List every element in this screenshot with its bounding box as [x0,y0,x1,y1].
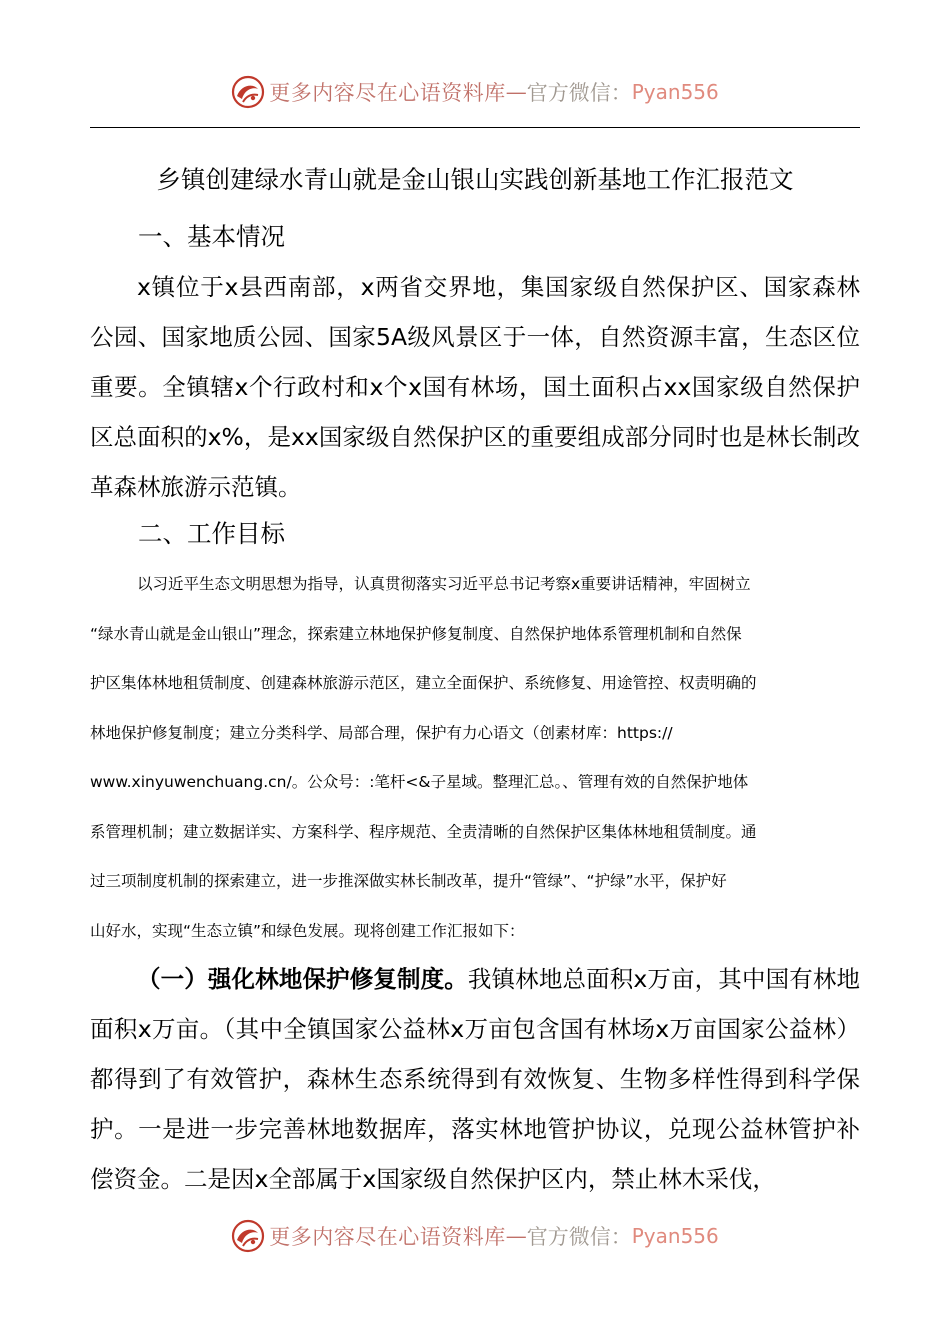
swirl-logo-icon [231,75,265,109]
subsection1-heading: （一）强化林地保护修复制度。 [137,965,468,993]
section2-line: 山好水，实现“生态立镇”和绿色发展。现将创建工作汇报如下： [90,921,525,940]
section1-heading: 一、基本情况 [138,222,285,251]
header-divider [90,127,860,128]
section1-body: x镇位于x县西南部，x两省交界地，集国家级自然保护区、国家森林公园、国家地质公园、国家5A级风景区于一体，自然资源丰富，生态区位重要。全镇辖x个行政村和x个x国有林场，国土面积占xx国家级自然保护区总面积的x%，是xx国家级自然保护区的重要组成部分同时也是林长制改革森林旅游示范镇。 [90,273,860,501]
section2-line: 林地保护修复制度；建立分类科学、局部合理，保护有力心语文（创素材库：https:// [90,723,673,742]
banner-separator: — [505,80,527,104]
section2-line: www.xinyuwenchuang.cn/。公众号：:笔杆<&子星域。整理汇总。、管理有效的自然保护地体 [90,773,749,791]
banner-main-text: 更多内容尽在心语资料库 [269,1225,506,1249]
section2-line: 以习近平生态文明思想为指导，认真贯彻落实习近平总书记考察x重要讲话精神，牢固树立 [137,575,751,593]
header-banner [0,72,950,112]
document-title: 乡镇创建绿水青山就是金山银山实践创新基地工作汇报范文 [156,165,794,194]
banner-contact-label: 官方微信： [526,1225,632,1249]
section2-line: 护区集体林地租赁制度、创建森林旅游示范区，建立全面保护、系统修复、用途管控、权责明确的 [90,674,757,692]
section2-heading: 二、工作目标 [138,519,285,548]
banner-separator: — [505,1224,527,1248]
banner-main-text: 更多内容尽在心语资料库 [269,81,506,105]
footer-banner [0,1216,950,1256]
banner-contact-label: 官方微信： [526,81,632,105]
section2-body [90,560,860,956]
banner-contact-code: Pyan556 [631,1224,719,1248]
subsection1-body: 我镇林地总面积x万亩，其中国有林地面积x万亩。（其中全镇国家公益林x万亩包含国有林场x万亩国家公益林）都得到了有效管护，森林生态系统得到有效恢复、生物多样性得到科学保护。一是进一步完善林地数据库，落实林地管护协议，兑现公益林管护补偿资金。二是因x全部属于x国家级自然保护区内，禁止林木采伐， [90,965,860,1193]
swirl-logo-icon [231,1219,265,1253]
banner-contact-code: Pyan556 [631,80,719,104]
section2-line: “绿水青山就是金山银山”理念，探索建立林地保护修复制度、自然保护地体系管理机制和自然保 [90,624,742,643]
section2-line: 系管理机制；建立数据详实、方案科学、程序规范、全责清晰的自然保护区集体林地租赁制度。通 [90,822,757,841]
section2-line: 过三项制度机制的探索建立，进一步推深做实林长制改革，提升“管绿”、“护绿”水平，保护好 [90,872,727,890]
subsection1-paragraph [90,954,860,1204]
